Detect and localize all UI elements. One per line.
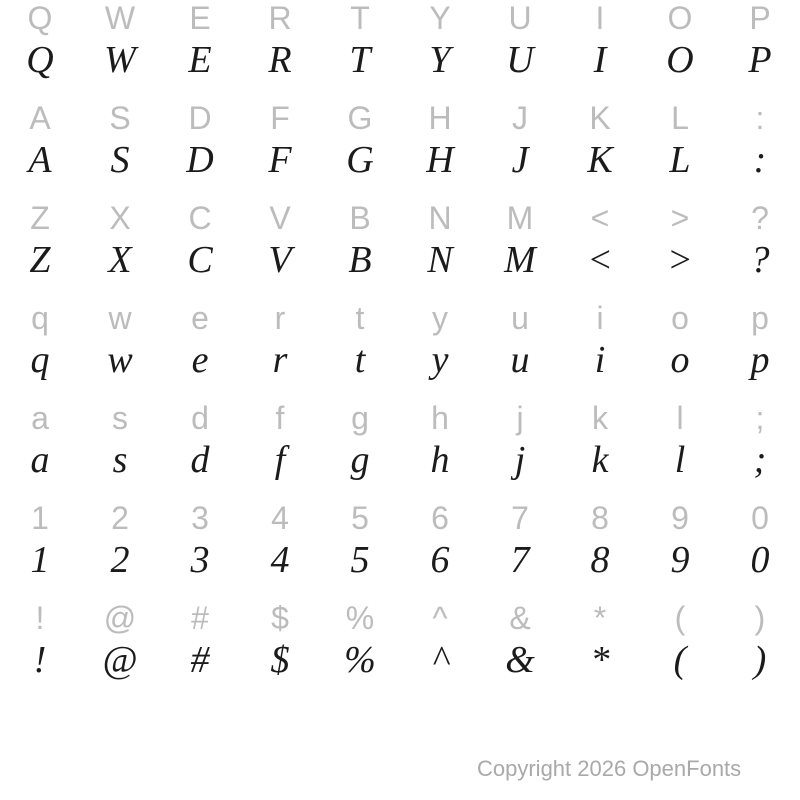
reference-glyph: > (670, 200, 690, 236)
reference-glyph: W (104, 0, 136, 36)
reference-glyph: i (596, 300, 604, 336)
sample-glyph: # (190, 639, 210, 681)
sample-glyph: O (666, 39, 694, 81)
reference-glyph: P (749, 0, 771, 36)
sample-glyph: o (670, 339, 690, 381)
reference-glyph: w (108, 300, 132, 336)
sample-glyph: E (188, 39, 212, 81)
copyright-text: Copyright 2026 OpenFonts (477, 756, 742, 781)
sample-glyph: i (594, 339, 606, 381)
reference-glyph: 6 (431, 500, 449, 536)
reference-glyph: j (516, 400, 524, 436)
sample-glyph: S (110, 139, 130, 181)
reference-glyph: d (191, 400, 209, 436)
reference-glyph: Y (429, 0, 451, 36)
reference-row (0, 502, 800, 534)
sample-glyph: d (190, 439, 210, 481)
reference-row (0, 102, 800, 134)
sample-glyph: K (587, 139, 613, 181)
reference-glyph: : (755, 100, 765, 136)
sample-glyph: ? (750, 239, 770, 281)
reference-glyph: 3 (191, 500, 209, 536)
reference-glyph: ? (751, 200, 769, 236)
sample-row (0, 641, 800, 679)
sample-glyph: ) (753, 639, 767, 681)
sample-glyph: a (30, 439, 50, 481)
sample-glyph: H (426, 139, 454, 181)
sample-glyph: 0 (750, 539, 770, 581)
sample-glyph: 1 (30, 539, 50, 581)
sample-glyph: & (505, 639, 535, 681)
sample-glyph: r (272, 339, 288, 381)
sample-glyph: s (112, 439, 128, 481)
sample-glyph: q (30, 339, 50, 381)
reference-glyph: M (506, 200, 534, 236)
sample-glyph: N (427, 239, 453, 281)
sample-glyph: Z (29, 239, 51, 281)
reference-glyph: q (31, 300, 49, 336)
reference-glyph: I (595, 0, 605, 36)
sample-glyph: U (506, 39, 534, 81)
reference-glyph: a (31, 400, 49, 436)
sample-glyph: p (750, 339, 770, 381)
sample-glyph: u (510, 339, 530, 381)
sample-glyph: F (268, 139, 292, 181)
reference-glyph: f (275, 400, 285, 436)
reference-glyph: R (268, 0, 292, 36)
reference-glyph: ^ (432, 600, 448, 636)
reference-glyph: y (432, 300, 448, 336)
sample-glyph: C (187, 239, 213, 281)
sample-glyph: y (431, 339, 449, 381)
sample-glyph: J (511, 139, 529, 181)
sample-glyph: Y (429, 39, 451, 81)
sample-glyph: j (514, 439, 526, 481)
sample-row (0, 541, 800, 579)
reference-glyph: ! (35, 600, 45, 636)
sample-glyph: * (590, 639, 610, 681)
reference-glyph: p (751, 300, 769, 336)
sample-glyph: l (674, 439, 686, 481)
sample-glyph: B (348, 239, 372, 281)
sample-glyph: G (346, 139, 374, 181)
reference-glyph: # (191, 600, 209, 636)
sample-glyph: w (107, 339, 133, 381)
sample-glyph: % (344, 639, 376, 681)
sample-glyph: D (186, 139, 214, 181)
sample-glyph: X (108, 239, 132, 281)
sample-glyph: P (748, 39, 772, 81)
reference-glyph: ) (754, 600, 766, 636)
reference-glyph: r (274, 300, 286, 336)
reference-glyph: % (345, 600, 375, 636)
sample-glyph: k (591, 439, 609, 481)
reference-glyph: T (350, 0, 370, 36)
reference-row (0, 302, 800, 334)
sample-glyph: > (667, 239, 693, 281)
reference-glyph: h (431, 400, 449, 436)
reference-row (0, 402, 800, 434)
reference-glyph: C (188, 200, 212, 236)
sample-glyph: 2 (110, 539, 130, 581)
sample-glyph: T (349, 39, 371, 81)
reference-row (0, 2, 800, 34)
reference-glyph: K (589, 100, 611, 136)
sample-glyph: 6 (430, 539, 450, 581)
sample-glyph: ( (673, 639, 687, 681)
reference-glyph: B (349, 200, 371, 236)
reference-glyph: 7 (511, 500, 529, 536)
reference-row (0, 602, 800, 634)
sample-glyph: 3 (190, 539, 210, 581)
reference-glyph: 2 (111, 500, 129, 536)
reference-glyph: J (512, 100, 528, 136)
sample-glyph: 9 (670, 539, 690, 581)
reference-glyph: g (351, 400, 369, 436)
reference-glyph: l (676, 400, 684, 436)
sample-glyph: Q (26, 39, 54, 81)
reference-glyph: u (511, 300, 529, 336)
sample-row (0, 241, 800, 279)
sample-glyph: W (104, 39, 136, 81)
reference-glyph: 4 (271, 500, 289, 536)
reference-glyph: 0 (751, 500, 769, 536)
reference-glyph: k (592, 400, 608, 436)
reference-glyph: < (590, 200, 610, 236)
reference-glyph: X (109, 200, 131, 236)
sample-glyph: < (587, 239, 613, 281)
reference-glyph: A (29, 100, 51, 136)
reference-glyph: G (347, 100, 373, 136)
sample-glyph: ! (33, 639, 47, 681)
reference-glyph: F (270, 100, 290, 136)
sample-glyph: 7 (510, 539, 530, 581)
reference-glyph: ( (674, 600, 686, 636)
reference-glyph: e (191, 300, 209, 336)
sample-glyph: V (268, 239, 292, 281)
sample-row (0, 341, 800, 379)
reference-glyph: 5 (351, 500, 369, 536)
reference-glyph: D (188, 100, 212, 136)
sample-glyph: 4 (270, 539, 290, 581)
sample-glyph: L (669, 139, 691, 181)
reference-glyph: U (508, 0, 532, 36)
sample-row (0, 141, 800, 179)
reference-glyph: Q (27, 0, 53, 36)
sample-glyph: 8 (590, 539, 610, 581)
sample-glyph: 5 (350, 539, 370, 581)
sample-glyph: @ (102, 639, 138, 681)
sample-row (0, 441, 800, 479)
reference-glyph: ; (755, 400, 765, 436)
reference-glyph: H (428, 100, 452, 136)
reference-glyph: $ (271, 600, 289, 636)
reference-glyph: o (671, 300, 689, 336)
reference-row (0, 202, 800, 234)
reference-glyph: N (428, 200, 452, 236)
reference-glyph: 1 (31, 500, 49, 536)
sample-glyph: f (274, 439, 286, 481)
sample-glyph: h (430, 439, 450, 481)
reference-glyph: * (593, 600, 607, 636)
sample-glyph: : (753, 139, 767, 181)
sample-glyph: I (593, 39, 607, 81)
sample-glyph: g (350, 439, 370, 481)
reference-glyph: L (671, 100, 689, 136)
reference-glyph: 8 (591, 500, 609, 536)
reference-glyph: 9 (671, 500, 689, 536)
reference-glyph: E (189, 0, 211, 36)
reference-glyph: @ (103, 600, 137, 636)
sample-glyph: M (504, 239, 536, 281)
sample-glyph: ^ (431, 639, 449, 681)
reference-glyph: & (509, 600, 531, 636)
sample-glyph: ; (753, 439, 767, 481)
sample-glyph: e (191, 339, 209, 381)
sample-glyph: A (28, 139, 52, 181)
sample-glyph: $ (270, 639, 290, 681)
reference-glyph: O (667, 0, 693, 36)
reference-glyph: Z (30, 200, 50, 236)
reference-glyph: t (355, 300, 365, 336)
sample-glyph: t (354, 339, 366, 381)
reference-glyph: S (109, 100, 131, 136)
reference-glyph: s (112, 400, 128, 436)
sample-glyph: R (268, 39, 292, 81)
reference-glyph: V (269, 200, 291, 236)
sample-row (0, 41, 800, 79)
